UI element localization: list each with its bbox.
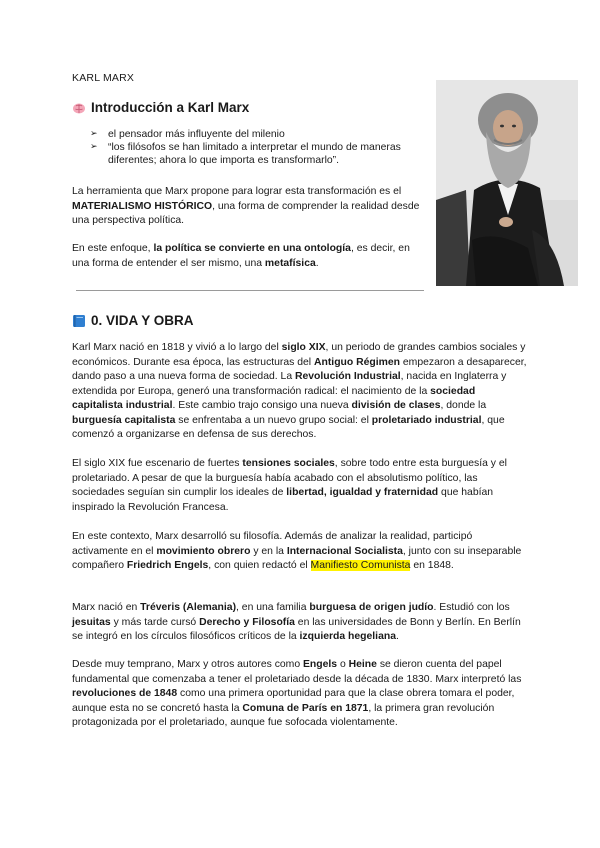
bold-term: Antiguo Régimen	[314, 356, 401, 368]
text-run: , sobre todo entre esta burguesía y el proletariado. A pesar de que la burguesía había acabado con el absolutismo político, las sociedades seguían sin cumplir los ideales de	[72, 458, 507, 498]
blue-book-icon	[72, 314, 86, 328]
text-run: empezaron a desaparecer, dando paso a una nueva forma de sociedad. La	[72, 356, 527, 382]
text-run: o	[337, 659, 349, 670]
intro-bullet-list	[90, 128, 430, 167]
bold-term: Heine	[348, 659, 377, 670]
bold-term: proletariado industrial	[371, 414, 482, 426]
bold-term: Comuna de París en 1871	[242, 702, 369, 714]
vida-paragraph-1	[72, 341, 528, 443]
text-run: y más tarde cursó	[110, 616, 200, 628]
arrow-bullet-icon: ➢	[90, 142, 98, 152]
vida-heading-text: 0. VIDA Y OBRA	[91, 313, 194, 328]
text-run: , un periodo de grandes cambios sociales y económicos. Durante esa época, las estructuras del	[72, 342, 526, 368]
highlighted-term: Manifiesto Comunista	[310, 560, 411, 571]
bold-term: MATERIALISMO HISTÓRICO	[72, 200, 213, 212]
intro-paragraph-1	[72, 185, 427, 229]
text-run: . Estudió con los	[433, 602, 510, 613]
bullet-text: el pensador más influyente del milenio	[108, 129, 285, 140]
text-run: como una primera oportunidad para que la clase obrera tomara el poder, aunque esta no se concretó hasta la	[72, 688, 515, 714]
vida-heading	[72, 313, 194, 328]
karl-marx-portrait-photo	[436, 80, 578, 286]
bold-term: sociedad capitalista industrial	[72, 385, 476, 411]
vida-paragraph-4	[72, 601, 528, 645]
bold-term: burguesa de origen judío	[309, 602, 434, 613]
text-run: , en una familia	[236, 602, 310, 613]
bold-term: burguesía capitalista	[72, 414, 176, 426]
intro-heading	[72, 100, 249, 115]
text-run: , donde la	[440, 400, 487, 411]
bold-term: Tréveris (Alemania)	[140, 602, 237, 613]
brain-icon	[72, 101, 86, 115]
text-run: En este contexto, Marx desarrolló su filosofía. Además de analizar la realidad, participó activamente en el	[72, 531, 473, 557]
text-run: Desde muy temprano, Marx y otros autores como	[72, 659, 303, 670]
text-run: , es decir, en una forma de entender el ser mismo, una	[72, 243, 410, 269]
text-run: Karl Marx nació en 1818 y vivió a lo largo del	[72, 342, 282, 353]
text-run: .	[395, 631, 399, 642]
document-title: KARL MARX	[72, 72, 135, 84]
bold-term: la política se convierte en una ontología	[153, 243, 351, 254]
bold-term: Revolución Industrial	[295, 371, 401, 382]
text-run: y en la	[250, 545, 287, 557]
bold-term: jesuitas	[72, 616, 111, 628]
text-run: Marx nació en	[72, 602, 141, 613]
text-run: La herramienta que Marx propone para lograr esta transformación es el	[72, 186, 402, 197]
text-run: El siglo XIX fue escenario de fuertes	[72, 458, 243, 469]
text-run: , nacida en Inglaterra y extendida por Europa, generó una transformación radical: el nacimiento de la	[72, 371, 507, 397]
bold-term: metafísica	[264, 257, 316, 269]
text-run: en 1848.	[410, 560, 454, 571]
bold-term: movimiento obrero	[156, 545, 251, 557]
bold-term: revoluciones de 1848	[72, 688, 178, 699]
list-item	[90, 128, 430, 141]
bold-term: Engels	[303, 659, 338, 670]
text-run: . Este cambio trajo consigo una nueva	[172, 400, 352, 411]
bold-term: tensiones sociales	[242, 458, 335, 469]
bullet-text: “los filósofos se han limitado a interpretar el mundo de maneras diferentes; ahora lo que importa es transformarlo”.	[108, 142, 401, 166]
text-run: en las universidades de Bonn y Berlín. En Berlín se integró en los círculos filosóficos críticos de la	[72, 616, 521, 642]
list-item	[90, 141, 430, 167]
text-run: se dieron cuenta del papel fundamental que comenzaba a tener el proletariado desde la década de 1830. Marx interpretó las	[72, 659, 522, 685]
text-run: que habían inspirado la Revolución Francesa.	[72, 487, 494, 513]
text-run: , la primera gran revolución protagonizada por el proletariado, aunque fue sofocada violentamente.	[72, 702, 495, 728]
text-run: , junto con su inseparable compañero	[72, 545, 522, 571]
arrow-bullet-icon: ➢	[90, 129, 98, 139]
bold-term: división de clases	[351, 400, 441, 411]
text-run: , una forma de comprender la realidad desde una perspectiva política.	[72, 200, 420, 226]
bold-term: libertad, igualdad y fraternidad	[286, 487, 439, 498]
bold-term: Derecho y Filosofía	[199, 616, 295, 628]
text-run: se enfrentaba a un nuevo grupo social: el	[175, 414, 372, 426]
vida-paragraph-2	[72, 457, 528, 515]
intro-paragraph-2	[72, 242, 427, 271]
intro-heading-text: Introducción a Karl Marx	[91, 100, 250, 115]
bold-term: siglo XIX	[281, 342, 326, 353]
text-run: .	[315, 257, 319, 269]
text-run: , que comenzó a organizarse en defensa de sus derechos.	[72, 414, 505, 440]
text-run: En este enfoque,	[72, 243, 154, 254]
bold-term: Friedrich Engels	[126, 560, 209, 571]
vida-paragraph-3	[72, 530, 528, 574]
vida-paragraph-5	[72, 658, 528, 731]
bold-term: izquierda hegeliana	[299, 631, 396, 642]
text-run: , con quien redactó el	[208, 560, 311, 571]
section-divider	[76, 290, 424, 291]
bold-term: Internacional Socialista	[286, 545, 403, 557]
